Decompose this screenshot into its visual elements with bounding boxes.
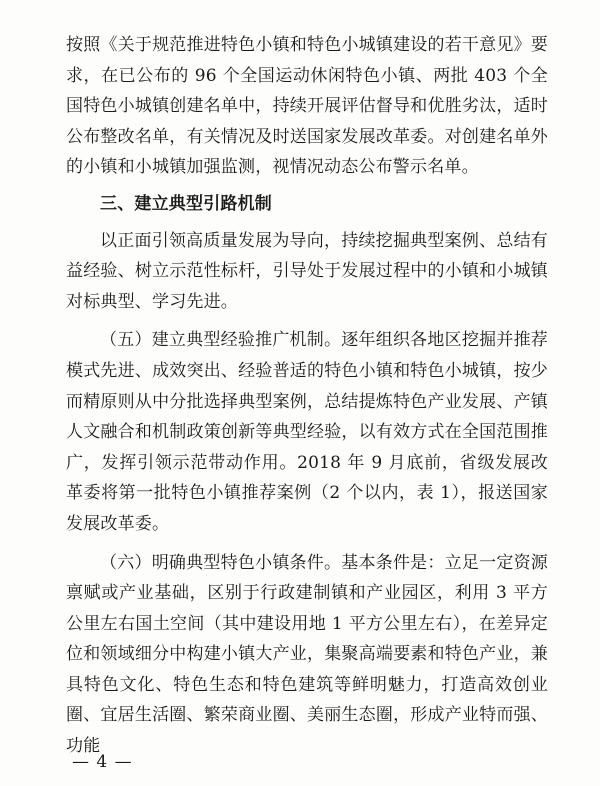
section-heading: 三、建立典型引路机制 xyxy=(100,193,272,214)
spacer xyxy=(66,540,548,548)
spacer xyxy=(66,317,548,325)
page-number: — 4 — xyxy=(72,752,133,772)
paragraph-item-six: （六）明确典型特色小镇条件。基本条件是：立足一定资源禀赋或产业基础，区别于行政建制镇和产业园区，利用 3 平方公里左右国土空间（其中建设用地 1 平方公里左右），在差异定位和领域细分中构建小镇大产业，集聚高端要素和特色产业，兼具特色文化、特色生态和特色建筑等鲜明魅力，打造高效创业圈、宜居生活圈、繁荣商业圈、美丽生态圈，形成产业特而强、功能 xyxy=(66,552,548,757)
paragraph-item-five: （五）建立典型经验推广机制。逐年组织各地区挖掘并推荐模式先进、成效突出、经验普适的特色小镇和特色小城镇，按少而精原则从中分批选择典型案例，总结提炼特色产业发展、产镇人文融合和机制政策创新等典型经验，以有效方式在全国范围推广，发挥引领示范带动作用。2018 年 9 月底前，省级发展改革委将第一批特色小镇推荐案例（2 个以内，表 1），报送国家发展改革委。 xyxy=(66,330,548,534)
document-body xyxy=(66,30,548,762)
paragraph-continuation: 按照《关于规范推进特色小镇和特色小城镇建设的若干意见》要求，在已公布的 96 个全国运动休闲特色小镇、两批 403 个全国特色小城镇创建名单中，持续开展评估督导和优胜劣汰，适时公布整改名单，有关情况及时送国家发展改革委。对创建名单外的小镇和小城镇加强监测，视情况动态公布警示名单。 xyxy=(66,35,548,178)
paragraph-intro: 以正面引领高质量发展为导向，持续挖掘典型案例、总结有益经验、树立示范性标杆，引导处于发展过程中的小镇和小城镇对标典型、学习先进。 xyxy=(66,230,548,312)
